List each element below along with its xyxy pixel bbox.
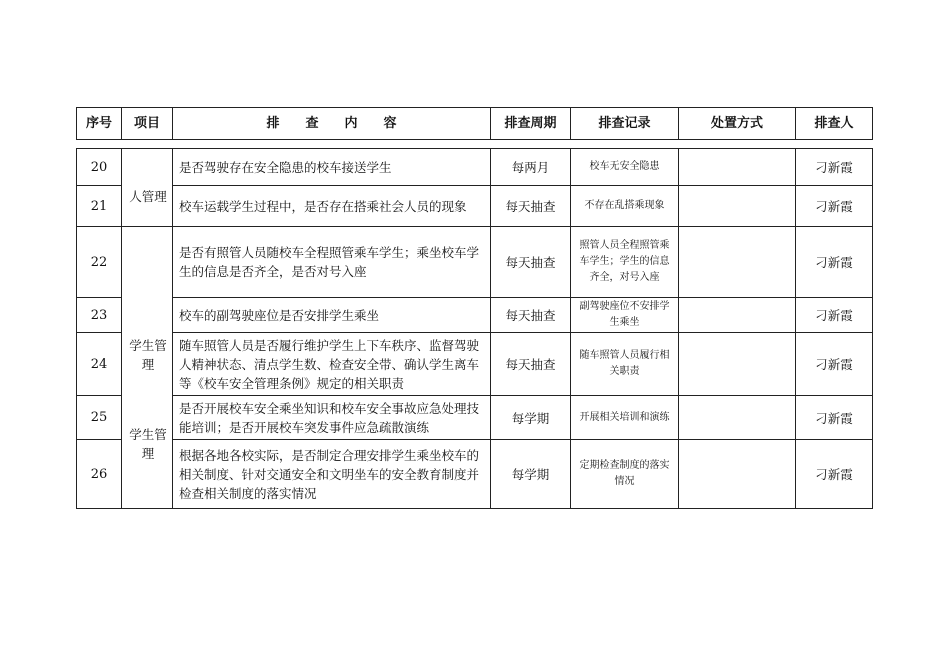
row-cycle: 每天抽查: [505, 308, 556, 323]
row-person: 刁新霞: [815, 410, 853, 426]
row-content: 随车照管人员是否履行维护学生上下车秩序、监督驾驶人精神状态、清点学生数、检查安全带、确认学生离车等《校车安全管理条例》规定的相关职责: [179, 337, 480, 391]
row-number: 26: [90, 466, 108, 482]
header-record: 排查记录: [598, 116, 651, 131]
row-cycle: 每学期: [511, 467, 550, 482]
row-person: 刁新霞: [815, 160, 853, 175]
row-number: 22: [90, 254, 108, 270]
row-record: 副驾驶座位不安排学生乘坐: [579, 301, 670, 328]
row-cycle: 每天抽查: [505, 357, 556, 372]
row-number: 25: [90, 410, 108, 425]
row-content: 校车的副驾驶座位是否安排学生乘坐: [179, 307, 380, 323]
header-no: 序号: [85, 116, 112, 131]
row-number: 20: [90, 159, 108, 175]
row-handle: [679, 333, 795, 395]
row-handle: [679, 227, 795, 297]
row-person: 刁新霞: [815, 255, 853, 270]
table-header: [76, 107, 873, 140]
header-content: 排 查 内 容: [266, 116, 397, 131]
row-number: 24: [90, 356, 108, 372]
header-item: 项目: [133, 116, 160, 131]
row-cycle: 每天抽查: [505, 199, 556, 214]
row-record: 照管人员全程照管乘车学生；学生的信息齐全，对号入座: [579, 240, 670, 283]
group-label-student-management-2: 学生管理: [129, 427, 167, 461]
row-cycle: 每两月: [511, 160, 550, 175]
row-record: 不存在乱搭乘现象: [584, 200, 665, 211]
row-number: 23: [90, 307, 108, 323]
row-handle: [679, 186, 795, 226]
header-handle: 处置方式: [710, 116, 763, 131]
row-cycle: 每天抽查: [505, 255, 556, 270]
group-label-student-management-1: 学生管理: [129, 338, 167, 372]
header-cycle: 排查周期: [504, 116, 557, 131]
row-content: 是否驾驶存在安全隐患的校车接送学生: [179, 159, 392, 175]
table-body: [76, 148, 873, 509]
row-content: 校车运载学生过程中，是否存在搭乘社会人员的现象: [179, 198, 467, 214]
group-label-personnel: 人管理: [129, 189, 167, 204]
row-record: 定期检查制度的落实情况: [579, 460, 670, 487]
row-content: 是否有照管人员随校车全程照管乘车学生；乘坐校车学生的信息是否齐全，是否对号入座: [179, 245, 480, 279]
row-record: 校车无安全隐患: [589, 161, 660, 172]
row-content: 根据各地各校实际，是否制定合理安排学生乘坐校车的相关制度、针对交通安全和文明坐车的安全教育制度并检查相关制度的落实情况: [179, 447, 480, 501]
row-person: 刁新霞: [815, 357, 853, 372]
row-record: 开展相关培训和演练: [579, 411, 670, 423]
row-content: 是否开展校车安全乘坐知识和校车安全事故应急处理技能培训；是否开展校车突发事件应急疏散演练: [179, 400, 480, 435]
row-person: 刁新霞: [815, 467, 853, 482]
row-person: 刁新霞: [815, 199, 853, 214]
header-person: 排查人: [814, 116, 854, 131]
row-number: 21: [90, 198, 108, 214]
row-handle: [679, 396, 795, 439]
row-person: 刁新霞: [815, 308, 853, 323]
row-handle: [679, 440, 795, 508]
row-handle: [679, 149, 795, 185]
row-handle: [679, 298, 795, 332]
row-record: 随车照管人员履行相关职责: [579, 350, 670, 377]
row-cycle: 每学期: [511, 410, 550, 426]
